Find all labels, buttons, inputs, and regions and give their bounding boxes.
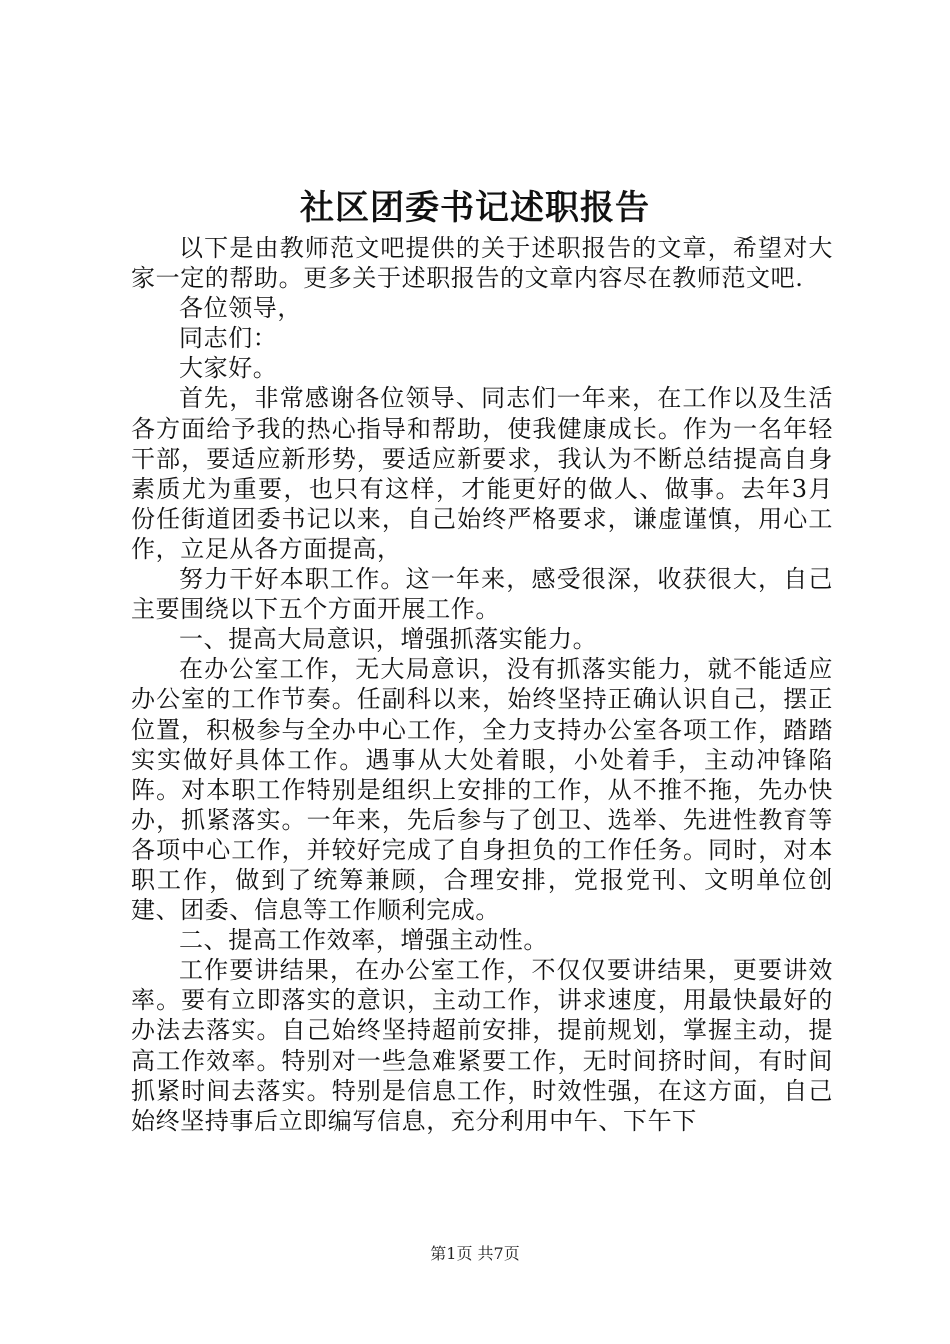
page-footer: 第1页 共7页	[430, 1244, 520, 1263]
section-heading-2: 二、提高工作效率，增强主动性。	[179, 926, 548, 955]
document-title: 社区团委书记述职报告	[300, 188, 650, 228]
paragraph-opening: 首先，非常感谢各位领导、同志们一年来，在工作以及生活各方面给予我的热心指导和帮助，使我健康成长。作为一名年轻干部，要适应新形势，要适应新要求，我认为不断总结提高自身素质尤为重要，也只有这样，才能更好的做人、做事。去年3月份任街道团委书记以来，自己始终严格要求，谦虚谨慎，用心工作，立足从各方面提高，	[131, 384, 833, 563]
paragraph-salutation-leaders: 各位领导，	[179, 294, 302, 323]
paragraph-intro: 以下是由教师范文吧提供的关于述职报告的文章，希望对大家一定的帮助。更多关于述职报告的文章内容尽在教师范文吧.	[131, 234, 833, 293]
paragraph-overview: 努力干好本职工作。这一年来，感受很深，收获很大，自己主要围绕以下五个方面开展工作。	[131, 565, 833, 624]
section-heading-1: 一、提高大局意识，增强抓落实能力。	[179, 625, 598, 654]
document-body	[131, 233, 833, 1136]
paragraph-salutation-comrades: 同志们：	[179, 324, 278, 353]
paragraph-section-2: 工作要讲结果，在办公室工作，不仅仅要讲结果，更要讲效率。要有立即落实的意识，主动工作，讲求速度，用最快最好的办法去落实。自己始终坚持超前安排，提前规划，掌握主动，提高工作效率。特别对一些急难紧要工作，无时间挤时间，有时间抓紧时间去落实。特别是信息工作，时效性强，在这方面，自己始终坚持事后立即编写信息，充分利用中午、下午下	[131, 956, 833, 1135]
paragraph-greeting: 大家好。	[179, 354, 278, 383]
paragraph-section-1: 在办公室工作，无大局意识，没有抓落实能力，就不能适应办公室的工作节奏。任副科以来，始终坚持正确认识自己，摆正位置，积极参与全办中心工作，全力支持办公室各项工作，踏踏实实做好具体工作。遇事从大处着眼，小处着手，主动冲锋陷阵。对本职工作特别是组织上安排的工作，从不推不拖，先办快办，抓紧落实。一年来，先后参与了创卫、选举、先进性教育等各项中心工作，并较好完成了自身担负的工作任务。同时，对本职工作，做到了统筹兼顾，合理安排，党报党刊、文明单位创建、团委、信息等工作顺利完成。	[131, 655, 833, 925]
